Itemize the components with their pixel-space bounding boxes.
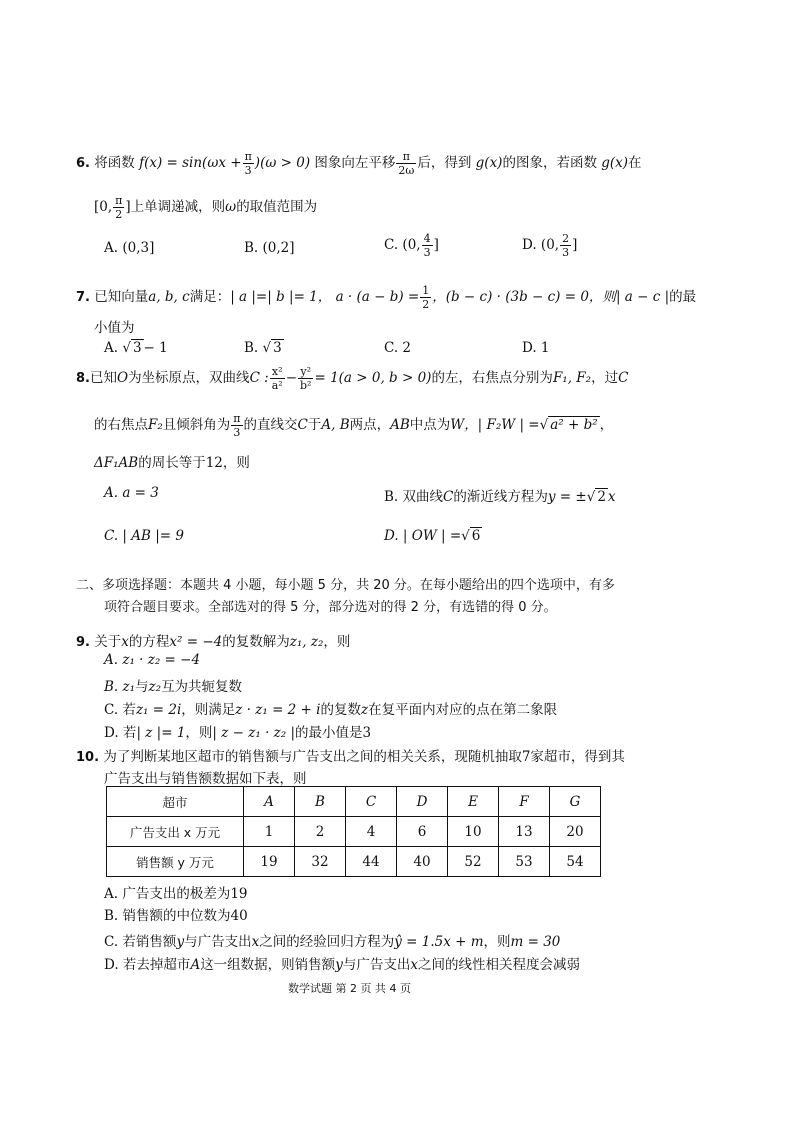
denominator: 2 [422, 298, 430, 311]
numerator: y² [298, 365, 313, 379]
math: C [618, 370, 629, 386]
table-cell: 32 [295, 847, 346, 877]
denominator: 2 [115, 208, 123, 221]
math: g(x) [601, 155, 629, 171]
q7-option-c: C. 2 [384, 340, 412, 356]
math: x [607, 489, 616, 505]
option-text: D. | OW | = [384, 528, 462, 544]
denominator: 3 [562, 246, 570, 259]
question-10-line-1 [76, 745, 625, 765]
text: 互为共轭复数 [161, 679, 243, 695]
table-cell [499, 787, 550, 817]
q6-option-d [522, 232, 577, 259]
text: 的复数 [320, 702, 361, 718]
question-number: 8. [76, 371, 90, 386]
question-8-line-3 [94, 451, 250, 471]
fraction [422, 232, 433, 259]
table-cell: 52 [448, 847, 499, 877]
numerator: 4 [423, 232, 431, 245]
cell-value: C [365, 793, 377, 810]
option-label: A. [104, 340, 119, 356]
text: 的左，右焦点分别为 [431, 370, 553, 386]
text: 已知向量 [94, 289, 149, 305]
math: | z |= 1 [136, 725, 186, 741]
option-label: B. [244, 340, 259, 356]
q10-option-d [104, 953, 580, 973]
numerator: x² [270, 365, 285, 379]
text: 两点， [349, 417, 391, 433]
table-row [107, 817, 601, 847]
option-text: ] [433, 237, 439, 253]
math: y = ± [547, 489, 587, 505]
q10-option-a [104, 882, 248, 902]
fraction [420, 284, 431, 311]
denominator: a² [271, 379, 283, 392]
math: z₁, z₂ [289, 634, 324, 650]
table-cell: 19 [244, 847, 295, 877]
math: ω [225, 199, 237, 215]
table-row [107, 787, 601, 817]
question-6-line-1 [76, 150, 642, 177]
text: 的最 [669, 289, 697, 305]
math: z [360, 702, 369, 718]
text: D. 若去掉超市 [104, 957, 191, 973]
q9-option-b [104, 675, 242, 695]
math: ŷ = 1.5x + m [394, 934, 484, 950]
text: 的直线交 [243, 417, 298, 433]
fraction [560, 232, 571, 259]
section-2-line-2: 项符合题目要求。全部选对的得 5 分，部分选对的得 2 分，有选错的得 0 分。 [104, 600, 557, 615]
table-cell: 54 [550, 847, 601, 877]
math: C [443, 489, 454, 505]
table-cell: 13 [499, 817, 550, 847]
table-cell: 2 [295, 817, 346, 847]
table-cell: 53 [499, 847, 550, 877]
text: 与广告支出 [342, 957, 411, 973]
math: a, b, c [148, 289, 190, 305]
math: W [450, 417, 465, 433]
math: C [297, 417, 308, 433]
math: x [410, 957, 418, 973]
q8-option-b: B. 双曲线C的渐近线方程为y = ±√ 2 x [384, 489, 616, 505]
math: 40 [230, 908, 248, 924]
fraction [113, 194, 124, 221]
math: A, B [321, 417, 350, 433]
question-number: 10. [76, 750, 100, 765]
table-cell: 10 [448, 817, 499, 847]
math: ，(b − c) · (3b − c) = 0，则 [432, 289, 616, 305]
math: AB [390, 417, 410, 433]
cell-value: D [416, 793, 428, 810]
text: 为了判断某地区超市的销售额与广告支出之间的相关关系，现随机抽取 [103, 749, 522, 765]
math: f(x) = sin(ωx + [139, 155, 242, 171]
q7-option-b: B. √ 3 [244, 340, 282, 356]
q10-option-c [104, 930, 560, 950]
math: z₁ = 2i [135, 702, 182, 718]
section-2-line-1: 二、多项选择题：本题共 4 小题，每小题 5 分，共 20 分。在每小题给出的四个选项中，有多 [76, 578, 615, 593]
math: 19 [230, 886, 248, 902]
numerator: π [233, 412, 241, 425]
fraction [396, 150, 416, 177]
table-cell: 4 [346, 817, 397, 847]
radicand: 6 [471, 528, 481, 544]
cell-value: F [519, 793, 529, 810]
fraction [231, 412, 242, 439]
text: 在 [628, 155, 642, 171]
math: m = 30 [510, 934, 561, 950]
table-cell: 44 [346, 847, 397, 877]
text: ，则 [483, 934, 511, 950]
math: | z − z₁ · z₂ | [212, 725, 296, 741]
q6-option-c [384, 232, 439, 259]
table-cell: 6 [397, 817, 448, 847]
text: 的方程 [128, 634, 170, 650]
page-footer: 数学试题 第 2 页 共 4 页 [288, 982, 411, 995]
text: ，则 [185, 725, 213, 741]
option-text: ] [572, 237, 578, 253]
math: x² = −4 [169, 634, 223, 650]
question-7-line-1 [76, 284, 696, 311]
text: 在复平面内对应的点在第二象限 [368, 702, 558, 718]
q6-option-a: A. (0,3] [104, 240, 155, 256]
denominator: 3 [233, 426, 241, 439]
math: x [251, 934, 260, 950]
math: y [335, 957, 343, 973]
option-text: A. a = 3 [104, 485, 159, 501]
text: 且倾斜角为 [162, 417, 231, 433]
numerator: 1 [422, 284, 430, 297]
table-cell: 20 [550, 817, 601, 847]
text: ，则满足 [181, 702, 236, 718]
text: 后，得到 [417, 155, 472, 171]
text: 的图象，若函数 [502, 155, 597, 171]
row-header: 超市 [107, 787, 244, 817]
text: 上单调递减，则 [130, 199, 226, 215]
option-text: A. z₁ · z₂ = −4 [104, 652, 201, 668]
numerator: π [396, 150, 416, 164]
table-cell [550, 787, 601, 817]
text: A. 广告支出的极差为 [104, 886, 231, 902]
numerator: 2 [562, 232, 570, 245]
math: a · (a − b) = [335, 289, 420, 305]
fraction [243, 150, 254, 177]
math: ΔF₁AB [94, 455, 139, 471]
table-cell: 1 [244, 817, 295, 847]
text: 的最小值是 [295, 725, 363, 741]
text: 满足： [189, 289, 231, 305]
table-cell [295, 787, 346, 817]
math: 12 [205, 455, 223, 471]
question-number: 9. [76, 635, 90, 650]
table-cell: 40 [397, 847, 448, 877]
option-text: B. 双曲线 [384, 489, 444, 505]
math: g(x) [475, 155, 503, 171]
q7-option-d: D. 1 [522, 340, 550, 356]
math: | a − c | [615, 289, 670, 305]
question-10-line-2: 广告支出与销售额数据如下表，则 [104, 771, 307, 787]
text: D. 若 [104, 725, 137, 741]
fraction [270, 365, 285, 392]
numerator: π [115, 194, 123, 207]
row-header: 广告支出 x 万元 [107, 817, 244, 847]
text: 于 [307, 417, 322, 433]
question-8-line-2: 的右焦点F₂且倾斜角为 $\frac{\pi}{3}$ 的直线交C于A, B两点，AB中点为W，| F₂W | =√ a² + b² ， [94, 412, 614, 439]
math: ，| F₂W | = [464, 417, 540, 433]
cell-value: B [315, 793, 325, 810]
math: | a |=| b |= 1， [230, 289, 332, 305]
math: B. z₁ [104, 679, 136, 695]
q9-option-d [104, 721, 371, 741]
q8-option-a [104, 485, 159, 501]
text: B. 销售额的中位数为 [104, 908, 231, 924]
math: 7 [521, 749, 531, 765]
math: 3 [362, 725, 372, 741]
option-text: − 1 [143, 340, 168, 356]
text: ， [599, 417, 614, 433]
text: 之间的经验回归方程为 [259, 934, 395, 950]
math: )(ω > 0) [254, 155, 311, 171]
cell-value: G [569, 793, 581, 810]
text: ，则 [222, 455, 250, 471]
math: F₁, F₂ [552, 370, 592, 386]
question-9-stem [76, 630, 350, 650]
radicand: 3 [132, 340, 142, 356]
row-header: 销售额 y 万元 [107, 847, 244, 877]
option-text: D. (0, [522, 237, 560, 253]
math: x [121, 634, 129, 650]
text: 将函数 [94, 155, 135, 171]
numerator: π [244, 150, 252, 163]
denominator: 2ω [398, 164, 415, 177]
text: 的取值范围为 [236, 199, 318, 215]
math: [0, [94, 199, 113, 215]
text: C. 若 [104, 702, 136, 718]
math: z · z₁ = 2 + i [235, 702, 321, 718]
q10-option-b [104, 904, 248, 924]
question-8-line-1: 8.已知O为坐标原点，双曲线C : $\frac{\text{x²}}{\text{a²}}$ − $\frac{\text{y²}}{\text{b²}}$ = 1(a > 0, b > 0)的左，右焦点分别为F₁, F₂，过C [76, 365, 629, 392]
text: 与 [135, 679, 149, 695]
text: 的周长等于 [138, 455, 206, 471]
text: 的右焦点 [94, 417, 148, 433]
text: ，过 [591, 370, 619, 386]
table-cell [346, 787, 397, 817]
radicand: 3 [273, 340, 282, 356]
fraction [298, 365, 313, 392]
table-cell [244, 787, 295, 817]
math: C : [249, 370, 269, 386]
data-table [106, 786, 601, 877]
radicand [548, 416, 599, 433]
q7-option-a: A. √ 3 − 1 [104, 340, 168, 356]
table-row [107, 847, 601, 877]
denominator: 3 [423, 246, 431, 259]
text: 的复数解为 [222, 634, 290, 650]
math: y [176, 934, 185, 950]
question-7-line-2: 小值为 [94, 320, 135, 336]
text: 之间的线性相关程度会减弱 [417, 957, 580, 973]
math: a² + b² [550, 417, 598, 433]
question-number: 7. [76, 290, 90, 305]
option-text: C. (0, [384, 237, 421, 253]
text: C. 若销售额 [104, 934, 177, 950]
text: ，则 [323, 634, 351, 650]
math: A [190, 957, 201, 973]
math: ] [125, 199, 131, 215]
q9-option-c [104, 698, 557, 718]
cell-value: E [468, 793, 478, 810]
text: 已知 [89, 370, 117, 386]
q6-option-b: B. (0,2] [244, 240, 295, 256]
text: 图象向左平移 [314, 155, 396, 171]
option-text: C. | AB |= 9 [104, 528, 184, 544]
text: 与广告支出 [184, 934, 252, 950]
denominator: 3 [244, 164, 252, 177]
q8-option-c [104, 528, 184, 544]
math: F₂ [148, 417, 163, 433]
radicand: 2 [597, 489, 606, 505]
text: 为坐标原点，双曲线 [128, 370, 250, 386]
question-6-line-2 [94, 194, 317, 221]
question-number: 6. [76, 156, 90, 171]
q8-option-d: D. | OW | =√ 6 [384, 528, 481, 544]
math: = 1(a > 0, b > 0) [314, 370, 432, 386]
table-cell [448, 787, 499, 817]
text: 这一组数据，则销售额 [200, 957, 336, 973]
cell-value: A [264, 793, 274, 810]
math: O [116, 370, 129, 386]
text: 关于 [94, 634, 122, 650]
math: z₂ [148, 679, 162, 695]
text: 家超市，得到其 [530, 749, 625, 765]
option-text: 的渐近线方程为 [453, 489, 548, 505]
denominator: b² [300, 379, 312, 392]
table-cell [397, 787, 448, 817]
text: 中点为 [409, 417, 451, 433]
q9-option-a [104, 652, 200, 668]
